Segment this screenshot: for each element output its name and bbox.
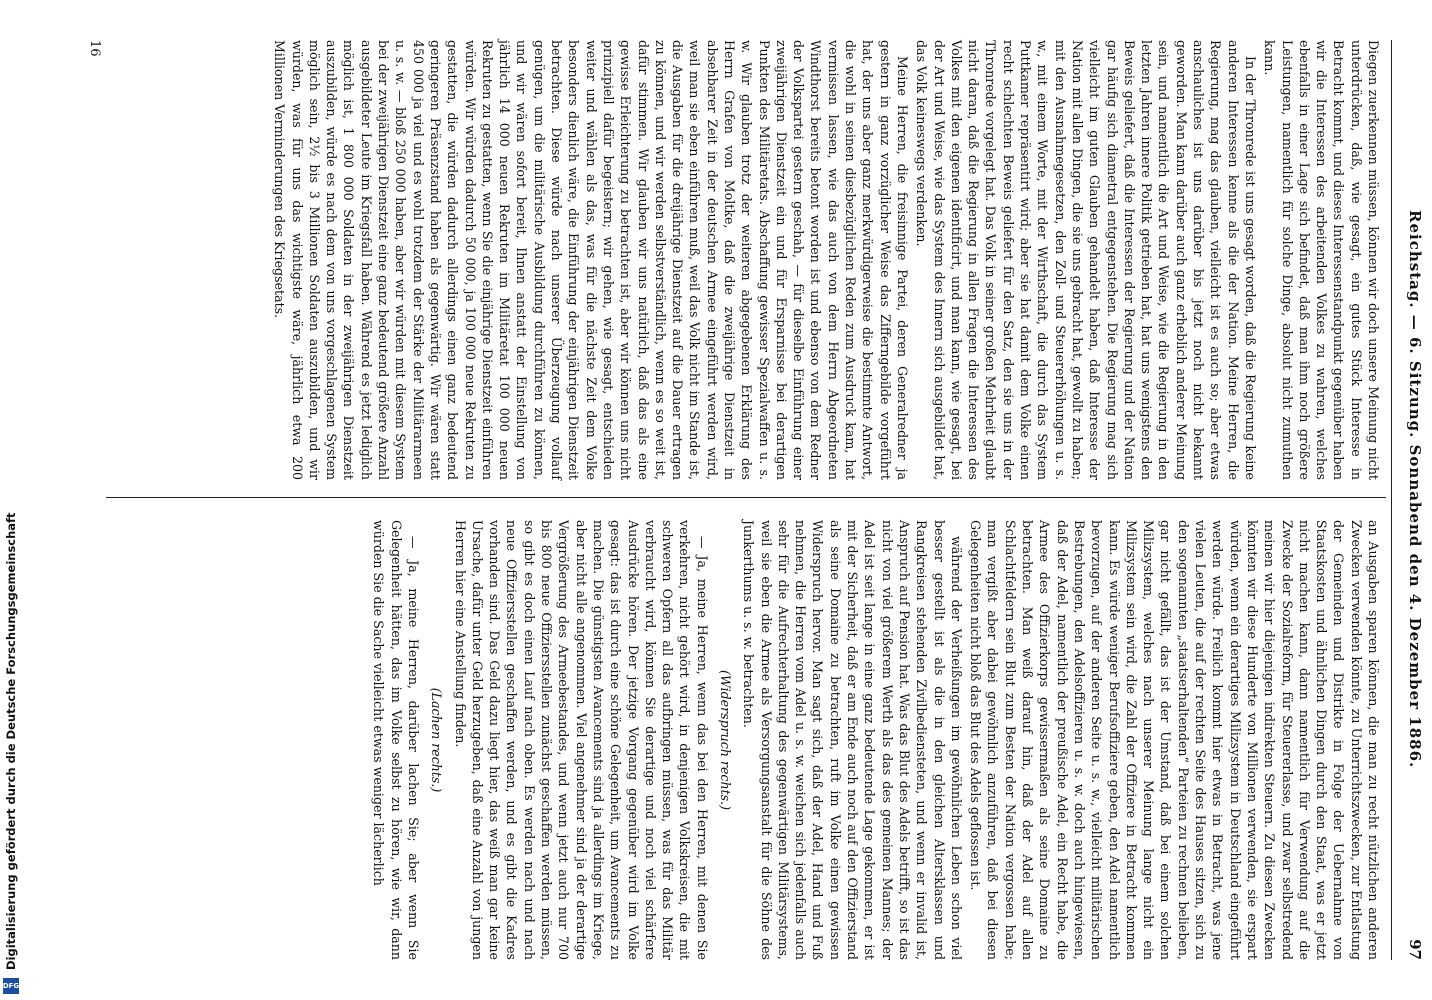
left-column — [269, 40, 1382, 480]
right-paragraph: an Ausgaben sparen können, die man zu recht nützlichen anderen Zwecken verwenden könnte, zu Unterrichtszwecken, zur Entlastung der Gemeinden und Distrikte in Folge der Uebernahme von Staatskosten und ähnlichen Dingen durch den Staat, was er jetzt nicht machen kann, dann namentlich für Verwendung auf die Zwecke der Sozialreform, für Steuererlasse, und zwar selbstredend meinen wir hier diejenigen indirekten Steuern. Zu diesen Zwecken könnten wir diese Hunderte von Millionen verwenden, sie erspart würden, wenn ein derartiges Milizsystem in Deutschland eingeführt werden würde. Freilich kommt hier etwas in Betracht, was jene vielen Leuten, die auf der rechten Seite des Hauses sitzen, sich zu den sogenannten „staatserhaltenden“ Parteien zu rechnen belieben, gar nicht gefällt, das ist der Umstand, daß bei einem solchen Milizsystem, welches nach unserer Meinung lange nicht ein Milizsystem sein wird, die Zahl der Offiziere in Betracht kommen kann. Es würde weniger Berufsoffiziere geben, den Adel namentlich bevorzugen, auf der anderen Seite u. s. w., vielleicht militärischen Bestrebungen, den Adelsoffizieren u. s. w. doch auch hingewiesen, daß der Adel, namentlich der preußische Adel, ein Recht habe, die Armee des Offizierkorps gewissermaßen als seine Domaine zu betrachten. Man weiß darauf hin, daß der Adel auf allen Schlachtfeldern sein Blut zum Besten der Nation vergossen habe; man vergißt aber dabei gewöhnlich anzuführen, daß bei diesen Gelegenheiten nicht bloß das Blut des Adels geflossen ist. — [968, 520, 1381, 960]
header-page-number: 97 — [1406, 939, 1424, 960]
interjection: (Widerspruch rechts.) — [718, 669, 734, 811]
dfg-logo-icon: DFG — [3, 978, 19, 994]
left-paragraph: Meine Herren, die freisinnige Partei, deren Generalredner ja gestern in ganz vorzüglicher Weise das Zifferngebilde vorgeführt hat, der uns aber ganz merkwürdigerweise die bestimmte Antwort, die wohl in seinen diesbezüglichen Reden zum Ausdruck kam, hat vermissen lassen, wie das auch von dem Herrn Abgeordneten Windthorst bereits betont worden ist und ebenso von dem Redner der Volkspartei gestern geschah, — für dieselbe Einführung einer zweijährigen Dienstzeit ein und für Ersparnisse bei derartigen Punkten des Militäretats. Abschaffung gewisser Spezialwaffen u. s. w. Wir glauben trotz der weiteren abgegebenen Erklärung des Herrn Grafen von Moltke, daß die zweijährige Dienstzeit in absehbarer Zeit in der deutschen Armee eingeführt werden wird, weil man sie eben einführen muß, weil das Volk nicht im Stande ist, die Ausgaben für die dreijährige Dienstzeit auf die Dauer ertragen zu können, und wir werden selbstverständlich, wenn es so weit ist, dafür stimmen. Wir glauben wir uns natürlich, daß das als eine gewisse Erleichterung zu betrachten ist, aber wir können uns nicht prinzipiell dafür begeistern; wir gehen, wie gesagt, entschieden weiter und wählen als das, was für die nächste Zeit dem Volke besonders dienlich wäre, die Einführung der einjährigen Dienstzeit betrachten. Diese würde nach unserer Überzeugung vollauf genügen, um die militärische Ausbildung durchführen zu können, und wir wären sofort bereit, Ihnen anstatt der Einstellung von jährlich 14 000 neuen Rekruten im Militäretat 100 000 neuen Rekruten zu gestatten, wenn Sie die einjährige Dienstzeit einführen würden. Wir würden dadurch 50 000, ja 100 000 neue Rekruten zu gestatten, die würden dadurch allerdings einen ganz bedeutend geringeren Präsenzstand haben als gegenwärtig. Wir wären statt 450 000 ja viel und es wohl trotzdem der Stärke der Militärarmeen u. s. w. — bloß 250 000 haben, aber wir würden mit diesem System bei der zweijährigen Dienstzeit eine ganz bedeutend größere Anzahl ausgebildeter Leute im Kriegsfall haben. Während es jetzt lediglich möglich ist, 1 800 000 Soldaten in der zweijährigen Dienstzeit auszubilden, würde es nach dem von uns vorgeschlagenen System möglich sein, 2½ bis 3 Millionen Soldaten auszubilden, und wir würden, was für uns das wichtigste wäre, jährlich etwa 200 Millionen Verminderungen des Kriegsetats. — [272, 40, 910, 480]
rotated-page — [60, 0, 1432, 1000]
page-header — [1392, 40, 1432, 960]
right-column — [368, 520, 1382, 960]
header-rule — [1391, 40, 1392, 960]
left-paragraph: Diegen zuerkennen müssen, können wir doch unsere Meinung nicht unterdrücken, daß, wie gesagt, ein gutes Stück Interesse in Betracht kommt, und dieses Interessenstandpunkt gegenüber haben wir die Interessen des arbeitenden Volkes zu wahren, welches ebenfalls in einer Lage sich befindet, daß man ihm noch größere Leistungen, namentlich für solche Dinge, absolut nicht zumuthen kann. — [1262, 40, 1381, 480]
credit-strip — [0, 0, 22, 1000]
right-paragraph: während der Verheißungen im gewöhnlichen Leben schon viel besser gestellt ist als die in den gleichen Altersklassen und Rangkreisen stehenden Zivilbediensteten, und wenn er invalid ist, Anspruch auf Pension hat. Was das Blut des Adels betrifft, so ist das nicht von viel größerem Werth als das des gemeinen Mannes; der Adel ist seit lange in eine ganz bedeutende Lage gekommen, er ist mit der Sicherheit, daß er am Ende auch noch auf den Offizierstand als seine Domaine zu betrachten, ruft im Volke einen gewissen Widerspruch hervor. Man sagt sich, daß der Adel, Hand und Fuß nehmen, die Herren vom Adel u. s. w. weichen sich jedenfalls auch sehr für die Aufrechterhaltung des gegenwärtigen Militärsystems, weil sie eben die Armee als Versorgungsanstalt für die Söhne des Junkerthums u. s. w. betrachten. — [741, 520, 964, 960]
right-paragraph: — Ja, meine Herren, wenn das bei den Herren, mit denen Sie verkehren, nicht gehört wird, in denjenigen Volkskreisen, die mit schweren Opfern all das aufbringen müssen, was für das Militär verbraucht wird, können Sie derartige und noch viel schärfere Ausdrücke hören. Der jetzige Vorgang gegenüber wird im Volke gesagt: das ist durch eine schöne Gelegenheit, um Avancements zu machen. Die günstigsten Avancements sind ja allerdings im Kriege, aber nicht alle angenommen. Viel angenehmer sind ja der derartige Vergrößerung des Armeebestandes, und wenn jetzt auch nur 700 bis 800 neue Offiziersstellen zunächst geschaffen werden müssen, so gibt es doch einen Lauf nach oben. Es werden nach und nach neue Offiziersstellen geschaffen werden, und es gibt die Kadres vorhanden sind. Das Geld dazu liegt hier, das weiß man gar keine Ursache, dafür unter Geld herzugeben, daß eine Anzahl von jungen Herren hier eine Anstellung finden. — [452, 520, 710, 960]
left-paragraph: In der Thronrede ist uns gesagt worden, daß die Regierung keine anderen Interessen kenne als die der Nation. Meine Herren, die Regierung, mag das glauben, vielleicht ist es auch so; aber etwas anschauliches ist uns darüber bis jetzt noch nicht bekannt geworden. Man kann darüber auch ganz erheblich anderer Meinung sein, und namentlich die Art und Weise, wie die Regierung in den letzten Jahren innere Politik getrieben hat, hat uns wenigstens den Beweis geliefert, daß die Interessen der Regierung und der Nation gar häufig sich diametral entgegenstehen. Die Regierung mag sich vielleicht im guten Glauben gehandelt haben, daß Interesse der Nation mit allen Dingen, die sie uns gebracht hat, gewollt zu haben; mit den Ausnahmegesetzen, den Zoll- und Steuererhöhungen u. s. w., mit einem Worte, mit der Wirthschaft, die durch das System Puttkamer repräsentirt wird; aber sie hat damit dem Volke einen recht schlechten Beweis geliefert für den Satz, den sie uns in der Thronrede vorgelegt hat. Das Volk in seiner großen Mehrheit glaubt nicht daran, daß die Regierung in allen Fragen die Interessen des Volkes mit den eigenen identificirt, und man kann, wie gesagt, bei der Art und Weise, wie das System des Innern sich ausgebildet hat, das Volk keineswegs verdenken. — [914, 40, 1258, 480]
header-title: Reichstag. — 6. Sitzung. Sonnabend den 4. Dezember 1886. — [1406, 210, 1424, 769]
credit-text: Digitalisierung gefördert durch die Deutsche Forschungsgemeinschaft — [4, 512, 18, 970]
interjection: (Lachen rechts.) — [429, 687, 445, 793]
footer-number: 16 — [87, 40, 102, 57]
right-paragraph: — Ja, meine Herren, darüber lachen Sie; aber wenn Sie Gelegenheit hätten, das im Volke selbst zu hören, wie wir, dann würden Sie die Sache vielleicht etwas weniger lächerlich — [371, 520, 421, 960]
column-divider — [106, 497, 1386, 498]
